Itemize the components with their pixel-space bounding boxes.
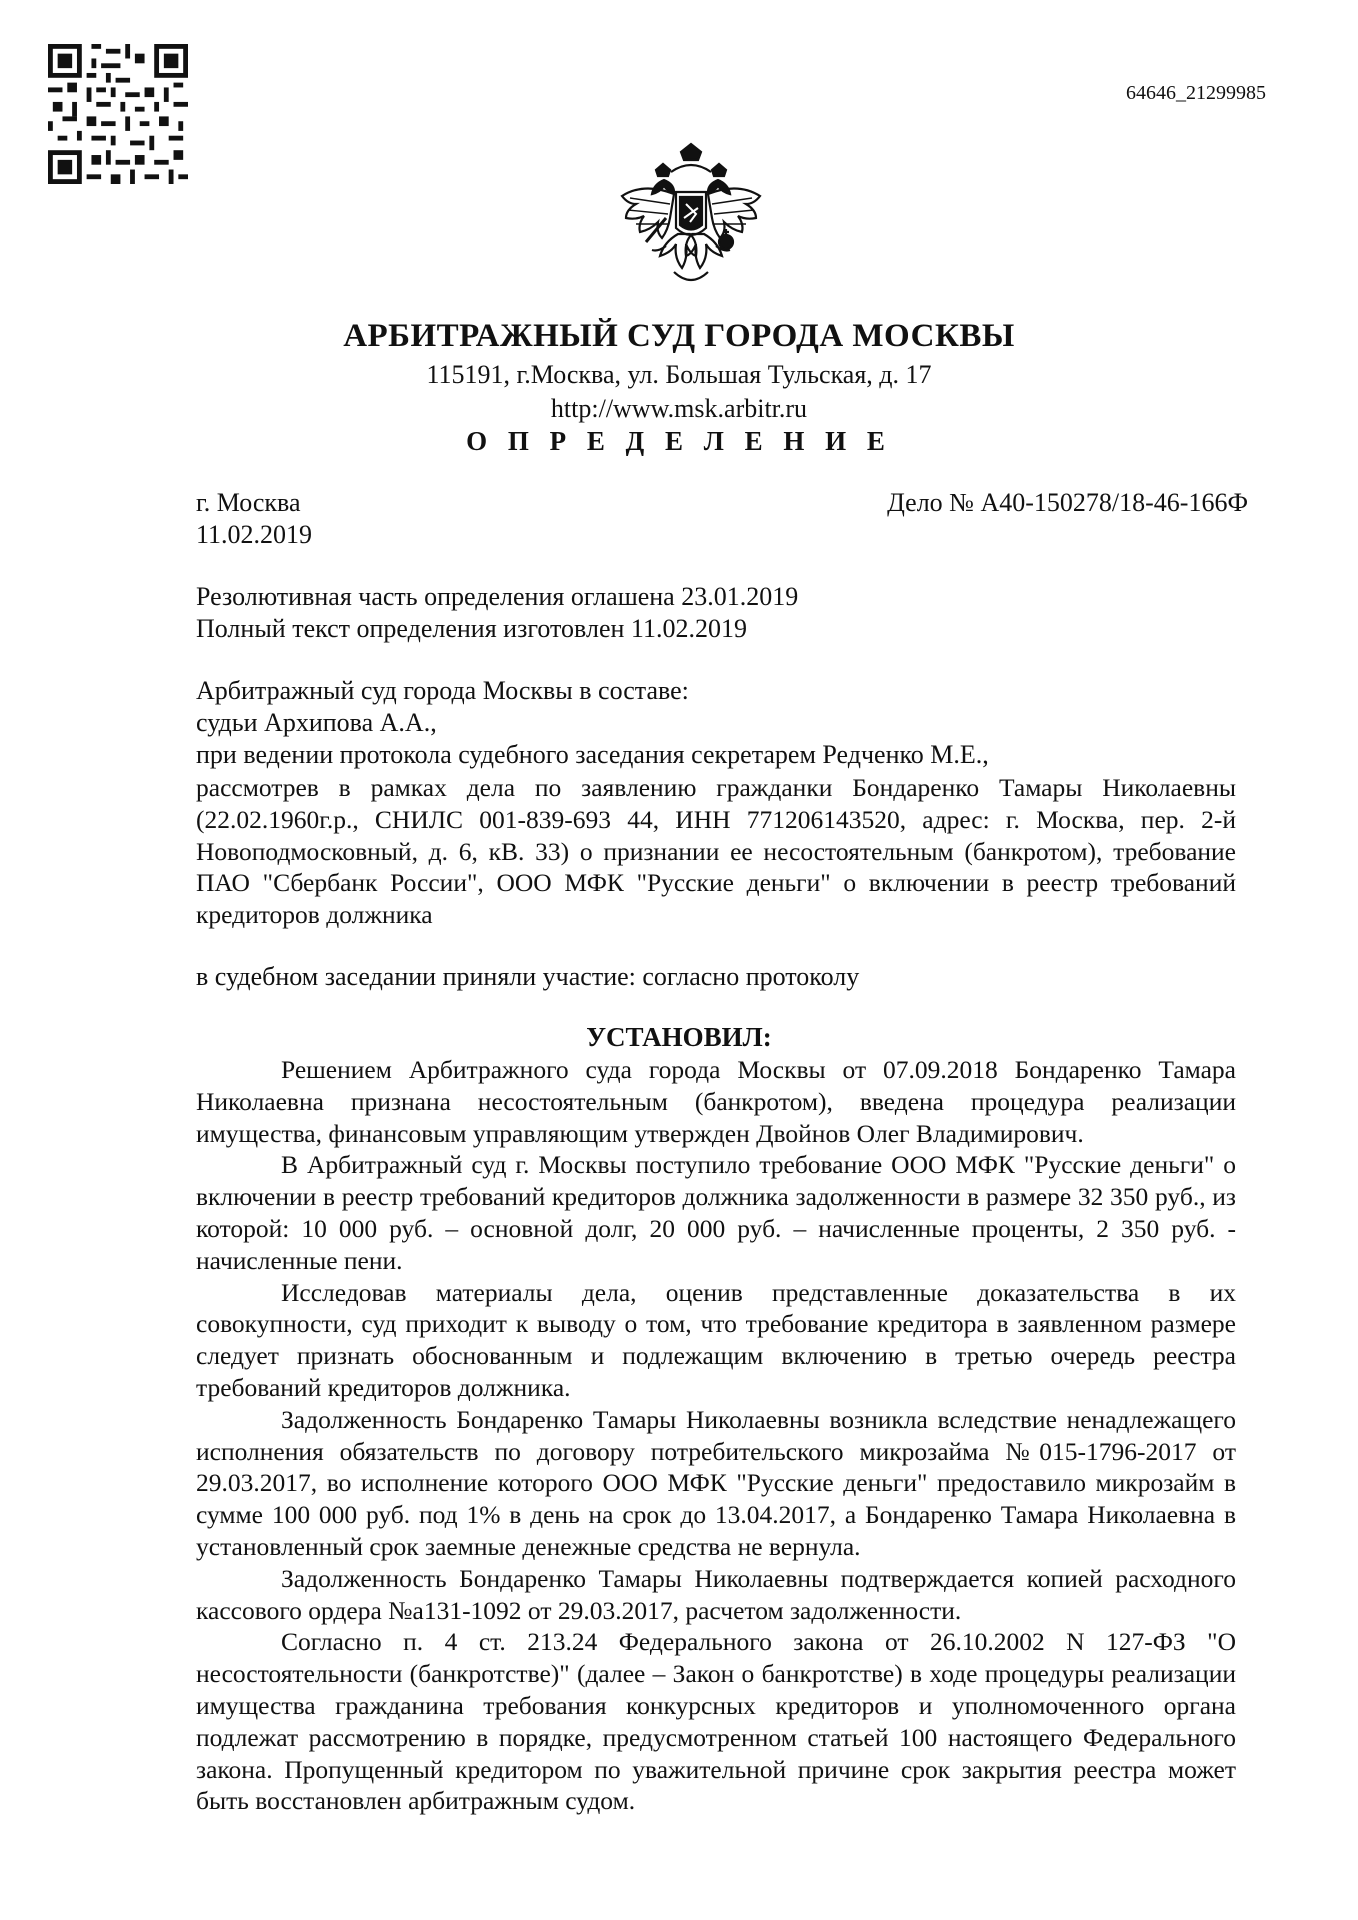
city: г. Москва	[196, 488, 301, 517]
resolution-announced-line: Резолютивная часть определения оглашена 23.01.2019	[196, 582, 799, 611]
judge-line: судьи Архипова А.А.,	[196, 708, 437, 737]
case-description-paragraph: рассмотрев в рамках дела по заявлению гражданки Бондаренко Тамары Николаевны (22.02.1960г.р., СНИЛС 001-839-693 44, ИНН 771206143520, адрес: г. Москва, пер. 2-й Новоподмосковный, д. 6, кВ. 33) о признании ее несостоятельным (банкротом), требование ПАО "Сбербанк России", ООО МФК "Русские деньги" о включении в реестр требований кредиторов должника	[196, 773, 1236, 930]
body-paragraph: Решением Арбитражного суда города Москвы от 07.09.2018 Бондаренко Тамара Николаевна признана несостоятельным (банкротом), введена процедура реализации имущества, финансовым управляющим утвержден Двойнов Олег Владимирович.	[196, 1055, 1236, 1148]
participants-line: в судебном заседании приняли участие: согласно протоколу	[196, 962, 860, 991]
court-composition-line: Арбитражный суд города Москвы в составе:	[196, 676, 689, 705]
established-section	[196, 1054, 1236, 1817]
case-description	[196, 772, 1236, 931]
court-name: АРБИТРАЖНЫЙ СУД ГОРОДА МОСКВЫ	[343, 318, 1015, 354]
document-type-title: О П Р Е Д Е Л Е Н И Е	[466, 426, 892, 456]
qr-code-icon	[48, 44, 188, 184]
court-address: 115191, г.Москва, ул. Большая Тульская, д. 17	[426, 360, 932, 389]
body-paragraph: Задолженность Бондаренко Тамары Николаевны возникла вследствие ненадлежащего исполнения обязательств по договору потребительского микрозайма №015-1796-2017 от 29.03.2017, во исполнение которого ООО МФК "Русские деньги" предоставило микрозайм в сумме 100 000 руб. под 1% в день на срок до 13.04.2017, а Бондаренко Тамара Николаевна в установленный срок заемные денежные средства не вернула.	[196, 1404, 1236, 1561]
body-paragraph: Задолженность Бондаренко Тамары Николаевны подтверждается копией расходного кассового ордера №а131-1092 от 29.03.2017, расчетом задолженности.	[196, 1563, 1236, 1625]
section-heading-established: УСТАНОВИЛ:	[586, 1022, 772, 1052]
case-number: Дело № А40-150278/18-46-166Ф	[887, 488, 1248, 517]
secretary-line: при ведении протокола судебного заседания секретарем Редченко М.Е.,	[196, 740, 989, 769]
court-website-link[interactable]: http://www.msk.arbitr.ru	[550, 394, 808, 423]
document-id: 64646_21299985	[1126, 82, 1266, 104]
double-headed-eagle-emblem-icon	[616, 142, 766, 312]
full-text-made-line: Полный текст определения изготовлен 11.02.2019	[196, 614, 747, 643]
body-paragraph: Согласно п. 4 ст. 213.24 Федерального закона от 26.10.2002 N 127-ФЗ "О несостоятельности (банкротстве)" (далее – Закон о банкротстве) в ходе процедуры реализации имущества гражданина требования конкурсных кредиторов и уполномоченного органа подлежат рассмотрению в порядке, предусмотренном статьей 100 настоящего Федерального закона. Пропущенный кредитором по уважительной причине срок закрытия реестра может быть восстановлен арбитражным судом.	[196, 1627, 1236, 1816]
body-paragraph: В Арбитражный суд г. Москвы поступило требование ООО МФК "Русские деньги" о включении в реестр требований кредиторов должника задолженности в размере 32 350 руб., из которой: 10 000 руб. – основной долг, 20 000 руб. – начисленные проценты, 2 350 руб. - начисленные пени.	[196, 1150, 1236, 1275]
body-paragraph: Исследовав материалы дела, оценив представленные доказательства в их совокупности, суд приходит к выводу о том, что требование кредитора в заявленном размере следует признать обоснованным и подлежащим включению в третью очередь реестра требований кредиторов должника.	[196, 1277, 1236, 1402]
document-date: 11.02.2019	[196, 520, 313, 549]
